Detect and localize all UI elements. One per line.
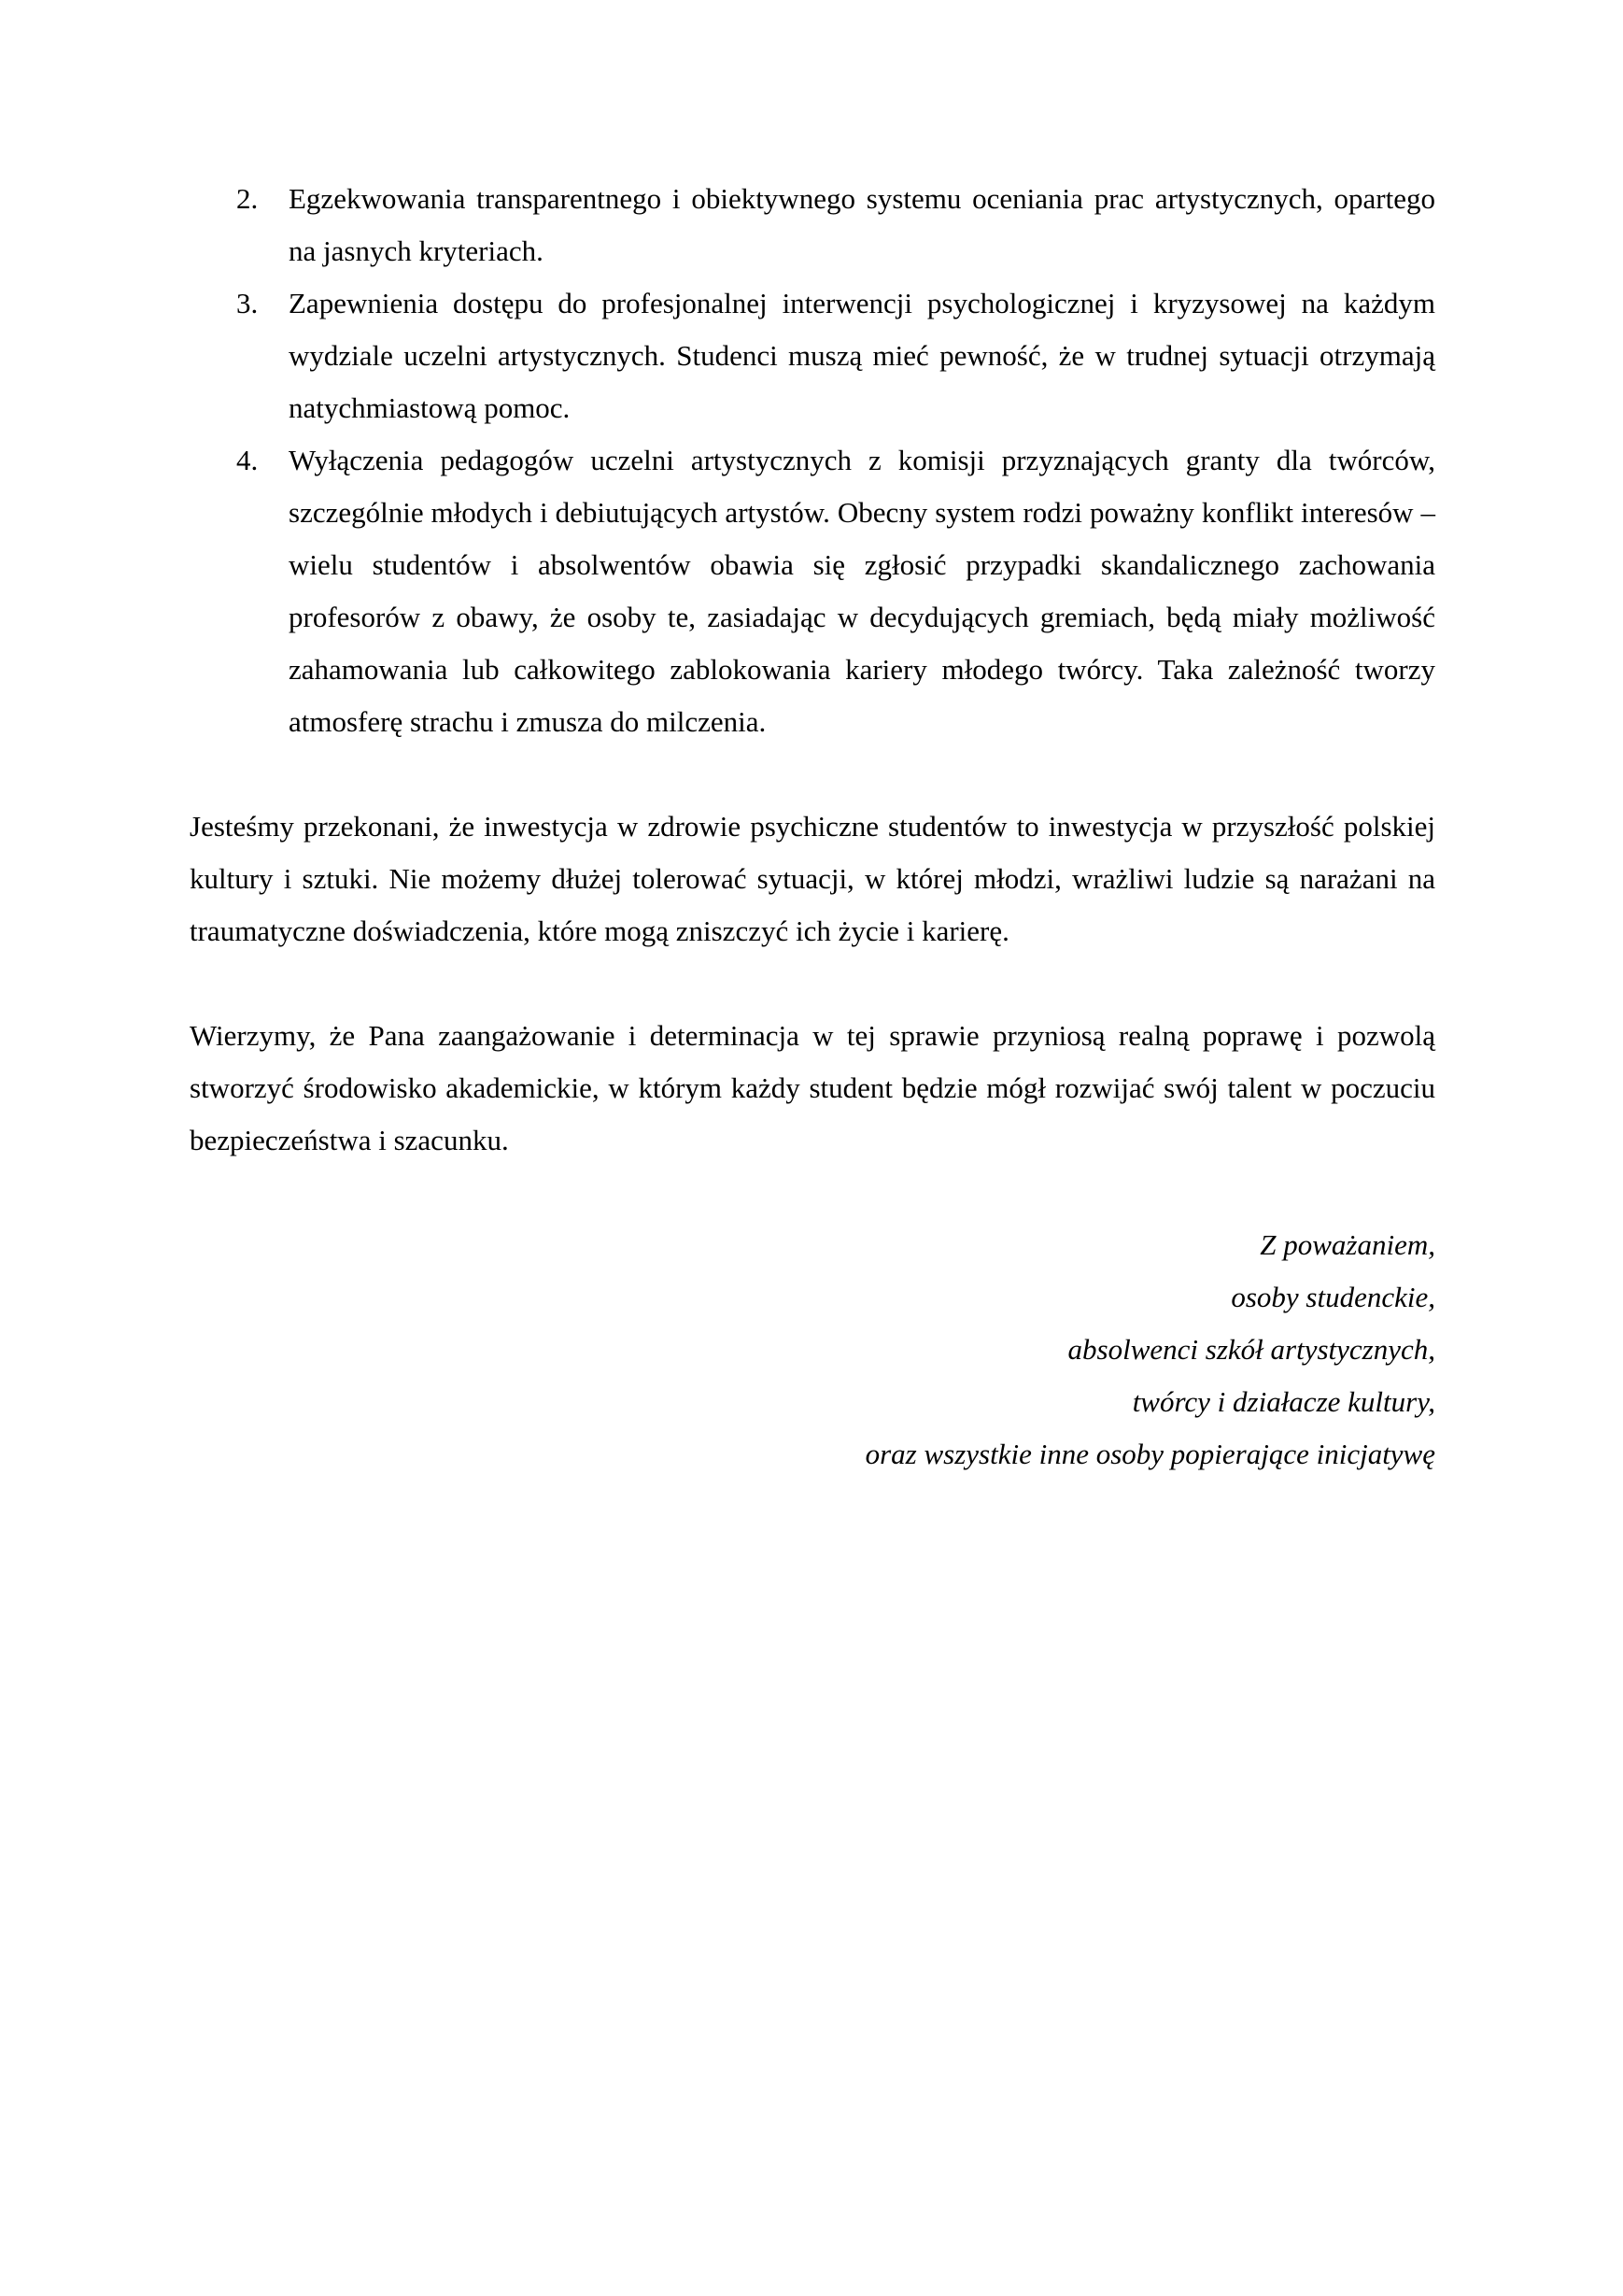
list-item — [190, 434, 1435, 748]
signature-line: twórcy i działacze kultury, — [1132, 1385, 1435, 1418]
list-item-number: 2. — [236, 182, 259, 215]
list-item-text: Zapewnienia dostępu do profesjonalnej interwencji psychologicznej i kryzysowej na każdym wydziale uczelni artystycznych. Studenci muszą mieć pewność, że w trudnej sytuacji otrzymają natychmiastową pomoc. — [289, 287, 1435, 424]
demands-list — [190, 173, 1435, 748]
list-item — [190, 173, 1435, 277]
list-item — [190, 277, 1435, 434]
paragraph-belief: Wierzymy, że Pana zaangażowanie i determinacja w tej sprawie przyniosą realną poprawę i pozwolą stworzyć środowisko akademickie, w którym każdy student będzie mógł rozwijać swój talent w poczuciu bezpieczeństwa i szacunku. — [190, 1019, 1435, 1156]
list-item-text: Wyłączenia pedagogów uczelni artystycznych z komisji przyznających granty dla twórców, szczególnie młodych i debiutujących artystów. Obecny system rodzi poważny konflikt interesów – wielu studentów i absolwentów obawia się zgłosić przypadki skandalicznego zachowania profesorów z obawy, że osoby te, zasiadając w decydujących gremiach, będą miały możliwość zahamowania lub całkowitego zablokowania kariery młodego twórcy. Taka zależność tworzy atmosferę strachu i zmusza do milczenia. — [289, 444, 1435, 738]
signature-line: absolwenci szkół artystycznych, — [1067, 1333, 1435, 1366]
list-item-text: Egzekwowania transparentnego i obiektywnego systemu oceniania prac artystycznych, opartego na jasnych kryteriach. — [289, 182, 1435, 267]
list-item-number: 4. — [236, 444, 259, 476]
paragraph-conviction: Jesteśmy przekonani, że inwestycja w zdrowie psychiczne studentów to inwestycja w przyszłość polskiej kultury i sztuki. Nie możemy dłużej tolerować sytuacji, w której młodzi, wrażliwi ludzie są narażani na traumatyczne doświadczenia, które mogą zniszczyć ich życie i karierę. — [190, 810, 1435, 947]
letter-body — [190, 173, 1435, 1481]
list-item-number: 3. — [236, 287, 259, 319]
signature-line: osoby studenckie, — [1231, 1281, 1435, 1313]
signature-closing: Z poważaniem, — [1260, 1228, 1435, 1261]
signature-line: oraz wszystkie inne osoby popierające inicjatywę — [865, 1438, 1435, 1470]
signature-block — [190, 1219, 1435, 1481]
